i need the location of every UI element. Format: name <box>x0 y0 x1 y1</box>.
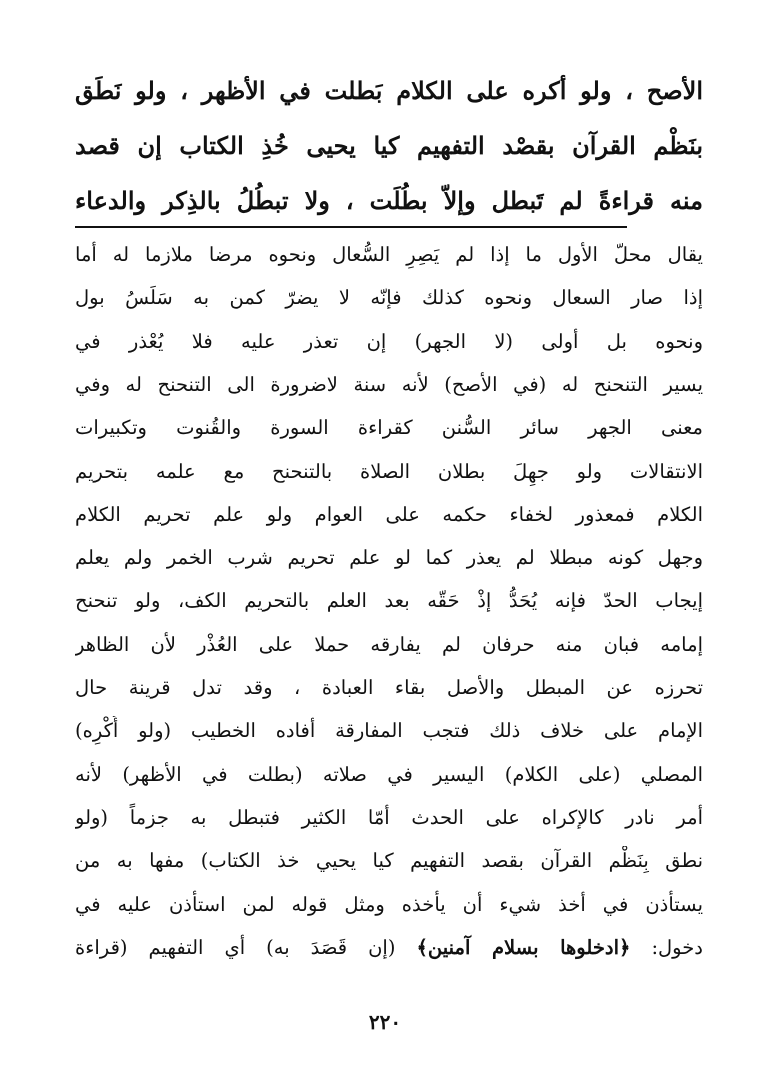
footnote-line: الانتقالات ولو جهِلَ بطلان الصلاة بالتنحنح مع علمه بتحريم <box>75 460 703 483</box>
page-number: ٢٢٠ <box>368 1010 402 1034</box>
footnote-line-last <box>75 933 703 963</box>
footnote-line: أمر نادر كالإكراه على الحدث أمّا الكثير فتبطل به جزماً (ولو <box>75 806 703 829</box>
footnote-line: يسير التنحنح له (في الأصح) لأنه سنة لاضرورة الى التنحنح له وفي <box>75 373 703 396</box>
footnote-line: تحرزه عن المبطل والأصل بقاء العبادة ، وقد تدل قرينة حال <box>75 676 703 699</box>
footnote-line: إمامه فبان منه حرفان لم يفارقه حملا على العُذْر لأن الظاهر <box>75 633 703 656</box>
main-text-line: الأصح ، ولو أكره على الكلام بَطلت في الأظهر ، ولو نَطَق <box>75 76 703 105</box>
footnote-line: يقال محلّ الأول ما إذا لم يَصِرِ السُّعال ونحوه مرضا ملازما له أما <box>75 243 703 266</box>
main-text-line: منه قراءةً لم تَبطل وإلاّ بطُلَت ، ولا تبطُلُ بالذِكر والدعاء <box>75 186 703 215</box>
footnote-line: إذا صار السعال ونحوه كذلك فإنّه لا يضرّ كمن به سَلَسُ بول <box>75 286 703 309</box>
footnote-line: يستأذن في أخذ شيء أن يأخذه ومثل قوله لمن استأذن عليه في <box>75 893 703 916</box>
footnote-block <box>75 240 703 1010</box>
main-text-block <box>75 72 703 215</box>
footnote-line: الكلام فمعذور لخفاء حكمه على العوام ولو علم تحريم الكلام <box>75 503 703 526</box>
footnote-line: ونحوه بل أولى (لا الجهر) إن تعذر عليه فلا يُعْذر في <box>75 330 703 353</box>
footnote-line: معنى الجهر سائر السُّنن كقراءة السورة والقُنوت وتكبيرات <box>75 416 703 439</box>
footnote-line: نطق بِنَظْم القرآن بقصد التفهيم كيا يحيي خذ الكتاب) مفها به من <box>75 849 703 872</box>
footnote-line: الإمام على خلاف ذلك فتجب المفارقة أفاده الخطيب (ولو أُكْرِه) <box>75 719 703 742</box>
quran-quote: ﴿ادخلوها بسلام آمنين﴾ <box>416 936 631 959</box>
footnote-last-suffix: (إن قَصَدَ به) أي التفهيم (قراءة <box>75 936 396 959</box>
footnote-line: إيجاب الحدّ فإنه يُحَدُّ إذْ حَقّه بعد العلم بالتحريم الكف، ولو تنحنح <box>75 589 703 612</box>
footnote-separator <box>75 226 627 228</box>
footnote-last-prefix: دخول: <box>651 936 703 959</box>
main-text-line: بنَظْم القرآن بقصْد التفهيم كيا يحيى خُذِ الكتاب إن قصد <box>75 131 703 160</box>
footnote-line: وجهل كونه مبطلا لم يعذر كما لو علم تحريم شرب الخمر ولم يعلم <box>75 546 703 569</box>
footnote-line: المصلي (على الكلام) اليسير في صلاته (بطلت في الأظهر) لأنه <box>75 763 703 786</box>
